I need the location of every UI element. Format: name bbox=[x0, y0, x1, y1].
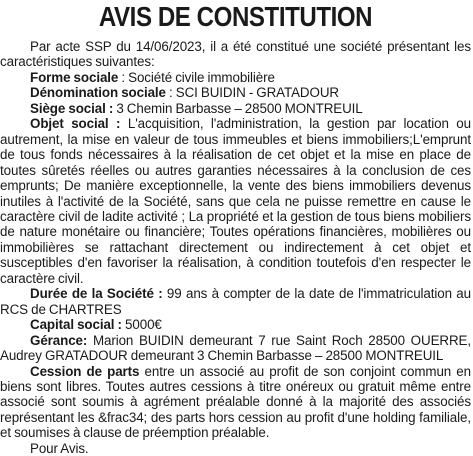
duree-paragraph bbox=[0, 286, 471, 317]
duree-label: Durée de la Société : bbox=[30, 286, 163, 302]
siege-value: 3 Chemin Barbasse – 28500 MONTREUIL bbox=[113, 100, 363, 116]
siege-label: Siège social : bbox=[30, 100, 114, 116]
cession-value: entre un associé au profit de son conjoint commun en biens sont libres. Toutes autres cessions à titre onéreux ou gratuit même entre associé sont soumis à agrément préalable donné à la majorité des associés représentant les &frac34; des parts hors cession au profit d'une holding familiale, et soumises à clause de préemption préalable. bbox=[0, 363, 471, 441]
objet-value: L'acquisition, l'administration, la gestion par location ou autrement, la mise en valeur de tous immeubles et biens immobiliers;L'emprunt de tous fonds nécessaires à la réalisation de cet objet et la mise en place de toutes sûretés réelles ou autres garanties nécessaires à la conclusion de ces emprunts; De manière exceptionnelle, la vente des biens immobiliers devenus inutiles à l'activité de la Société, sans que cela ne puisse remettre en cause le caractère civil de ladite activité ; La propriété et la gestion de tous biens mobiliers de nature monétaire ou financière; Toutes opérations financières, mobilières ou immobilières se rattachant directement ou indirectement à cet objet et susceptibles d'en favoriser la réalisation, à condition toutefois d'en respecter le caractère civil. bbox=[0, 116, 471, 286]
siege-line bbox=[0, 101, 471, 116]
intro-paragraph: Par acte SSP du 14/06/2023, il a été constitué une société présentant les caractéristiques suivantes: bbox=[0, 39, 471, 70]
denomination-label: Dénomination sociale bbox=[30, 85, 166, 101]
capital-label: Capital social : bbox=[30, 317, 122, 333]
gerance-value: Marion BUIDIN demeurant 7 rue Saint Roch 28500 OUERRE, Audrey GRATADOUR demeurant 3 Chemin Barbasse – 28500 MONTREUIL bbox=[0, 332, 471, 364]
cession-label: Cession de parts bbox=[30, 363, 140, 379]
duree-value: 99 ans à compter de la date de l'immatriculation au RCS de CHARTRES bbox=[0, 286, 472, 317]
capital-value: 5000€ bbox=[121, 317, 162, 333]
gerance-label: Gérance: bbox=[30, 332, 88, 348]
forme-sociale-value: : Société civile immobilière bbox=[118, 69, 275, 85]
capital-line bbox=[0, 317, 471, 332]
denomination-line bbox=[0, 85, 471, 100]
objet-paragraph bbox=[0, 116, 471, 286]
forme-sociale-label: Forme sociale bbox=[30, 69, 119, 85]
objet-label: Objet social : bbox=[30, 116, 121, 132]
gerance-paragraph bbox=[0, 333, 471, 364]
forme-sociale-line bbox=[0, 70, 471, 85]
notice-body bbox=[0, 39, 471, 456]
closing-line: Pour Avis. bbox=[30, 440, 89, 456]
cession-paragraph bbox=[0, 364, 471, 441]
denomination-value: : SCI BUIDIN - GRATADOUR bbox=[165, 85, 339, 101]
notice-title: AVIS DE CONSTITUTION bbox=[98, 1, 373, 32]
